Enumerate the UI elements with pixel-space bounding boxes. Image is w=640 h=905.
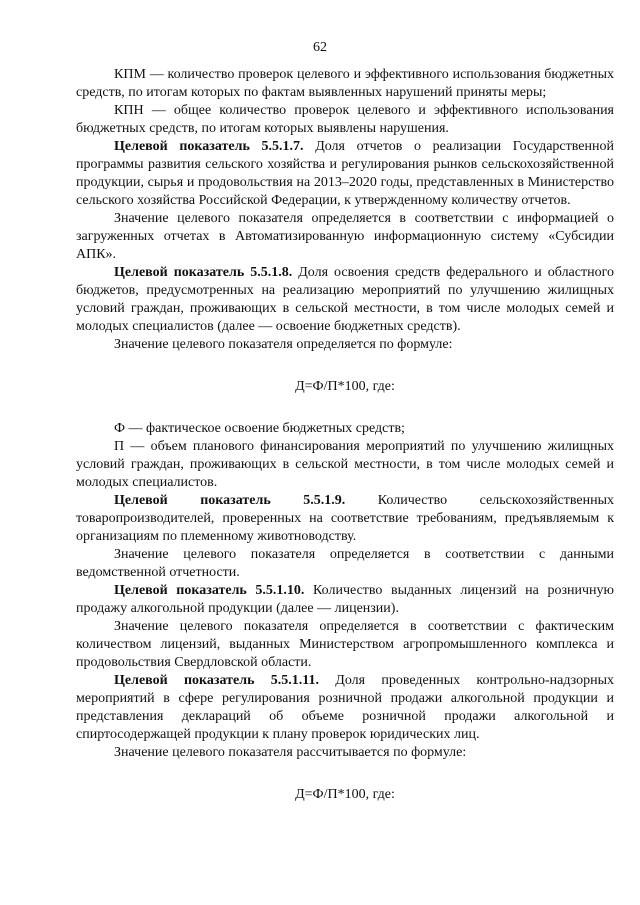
indicator-label: Целевой показатель 5.5.1.9. (114, 493, 346, 508)
value-description: Значение целевого показателя рассчитывается по формуле: (114, 745, 467, 760)
definition-f: Ф — фактическое освоение бюджетных средств; (114, 421, 405, 436)
paragraph-kpm: КПМ — количество проверок целевого и эффективного использования бюджетных средств, по итогам которых по фактам выявленных нарушений приняты меры; (76, 67, 614, 100)
indicator-label: Целевой показатель 5.5.1.8. (114, 265, 293, 280)
value-description: Значение целевого показателя определяется по формуле: (114, 337, 453, 352)
paragraph-kpn: КПН — общее количество проверок целевого и эффективного использования бюджетных средств, по итогам которых выявлены нарушения. (76, 103, 614, 136)
indicator-label: Целевой показатель 5.5.1.10. (114, 583, 305, 598)
page-number: 62 (313, 40, 327, 55)
formula: Д=Ф/П*100, где: (295, 787, 395, 802)
value-description: Значение целевого показателя определяется в соответствии с фактическим количеством лицензий, выданных Министерством агропромышленного комплекса и продовольствия Свердловской области. (76, 619, 614, 670)
value-description: Значение целевого показателя определяется в соответствии с информацией о загруженных отчетах в Автоматизированную информационную систему «Субсидии АПК». (76, 211, 614, 262)
indicator-label: Целевой показатель 5.5.1.7. (114, 139, 304, 154)
indicator-5-5-1-11 (76, 672, 614, 744)
definition-p: П — объем планового финансирования мероприятий по улучшению жилищных условий граждан, проживающих в сельской местности, в том числе молодых семей и молодых специалистов. (76, 439, 614, 490)
formula: Д=Ф/П*100, где: (295, 379, 395, 394)
indicator-5-5-1-7 (76, 138, 614, 210)
indicator-text: Доля проведенных контрольно-надзорных мероприятий в сфере регулирования розничной продажи алкогольной продукции и представления деклараций об объеме розничной продажи алкогольной и спиртосодержащей продукции к плану проверок юридических лиц. (76, 673, 614, 742)
indicator-text: Доля отчетов о реализации Государственной программы развития сельского хозяйства и регулирования рынков сельскохозяйственной продукции, сырья и продовольствия на 2013–2020 годы, представленных в Министерство сельского хозяйства Российской Федерации, к утвержденному количеству отчетов. (76, 139, 614, 208)
value-description: Значение целевого показателя определяется в соответствии с данными ведомственной отчетности. (76, 547, 614, 580)
indicator-5-5-1-9 (76, 492, 614, 546)
indicator-5-5-1-8 (76, 264, 614, 336)
indicator-text: Количество сельскохозяйственных товаропроизводителей, проверенных на соответствие требованиям, предъявляемым к организациям по племенному животноводству. (76, 493, 614, 544)
document-body (76, 66, 614, 828)
indicator-5-5-1-10 (76, 582, 614, 618)
indicator-label: Целевой показатель 5.5.1.11. (114, 673, 320, 688)
indicator-text: Количество выданных лицензий на розничную продажу алкогольной продукции (далее — лицензии). (76, 583, 614, 616)
indicator-text: Доля освоения средств федерального и областного бюджетов, предусмотренных на реализацию мероприятий по улучшению жилищных условий граждан, проживающих в сельской местности, в том числе молодых семей и молодых специалистов (далее — освоение бюджетных средств). (76, 265, 614, 334)
